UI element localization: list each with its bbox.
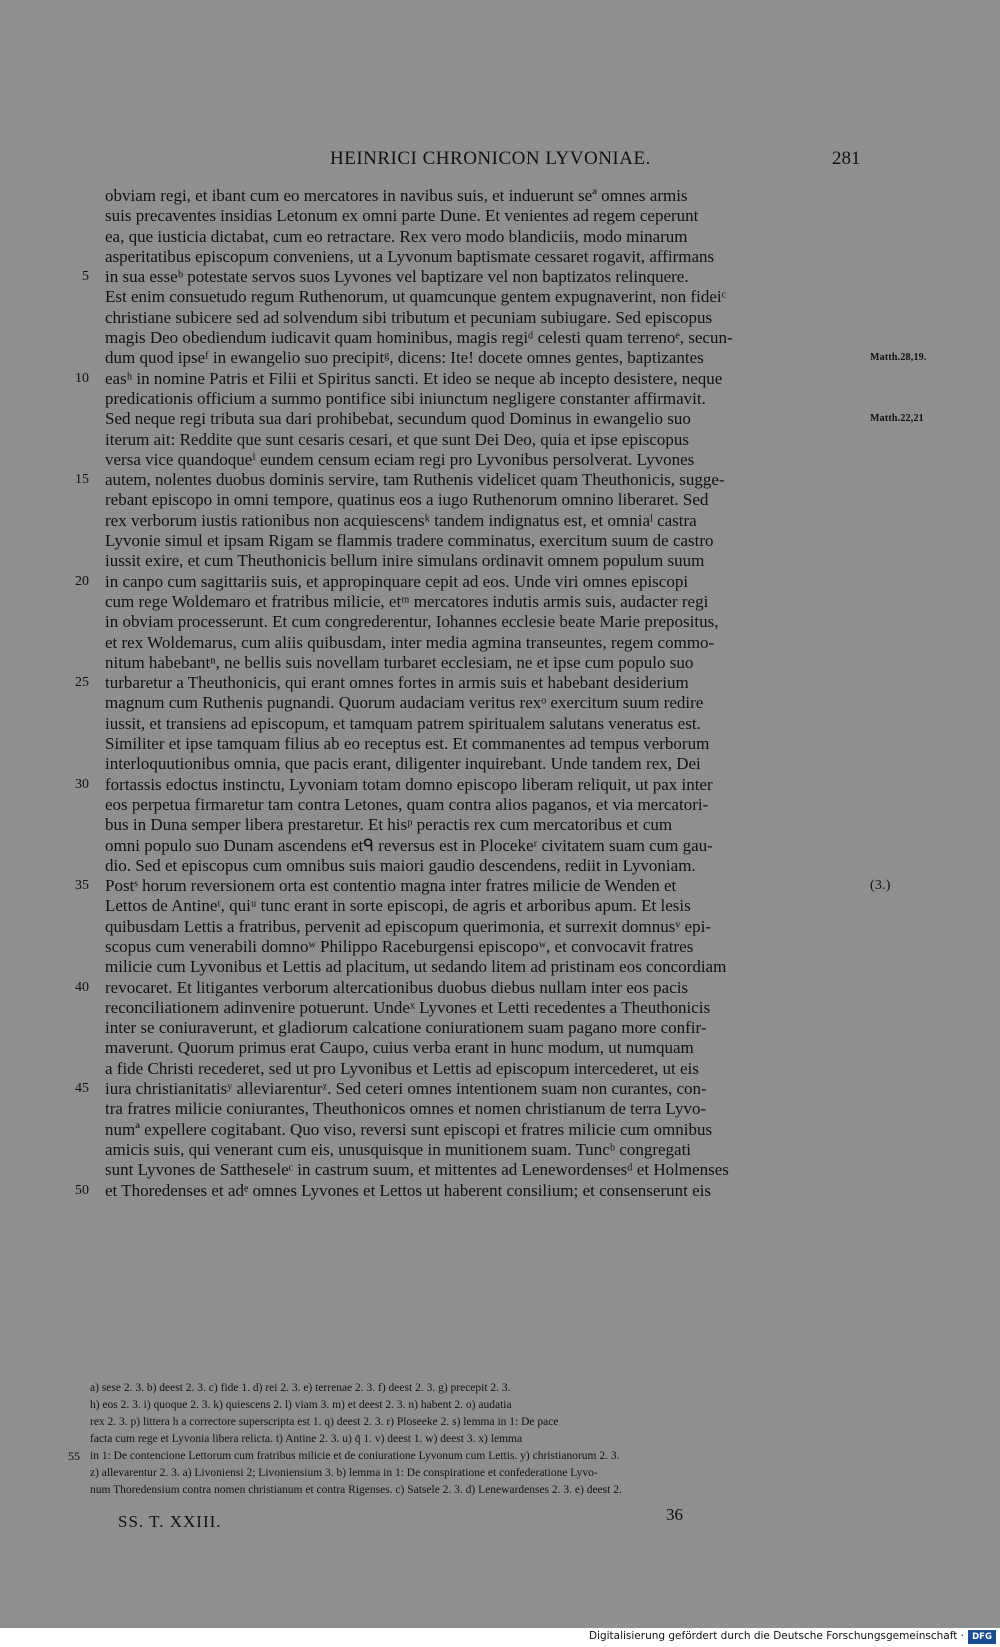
text-line (105, 490, 850, 510)
text-line (105, 531, 850, 551)
line-text: a fide Christi recederet, sed ut pro Lyvonibus et Lettis ad episcopum intercederet, ut eis (105, 1058, 699, 1078)
line-text: interloquutionibus omnia, que pacis erant, diligenter inquirebant. Unde tandem rex, Dei (105, 754, 701, 774)
line-number: 30 (75, 776, 89, 792)
line-text: scopus cum venerabili domnoʷ Philippo Raceburgensi episcopoʷ, et convocavit fratres (105, 936, 694, 956)
text-line (75, 470, 850, 490)
line-text: inter se coniuraverunt, et gladiorum calcatione coniurationem suam pagano more confir- (105, 1018, 707, 1038)
line-text: sunt Lyvones de Sattheseleᶜ in castrum suum, et mittentes ad Lenewordensesᵈ et Holmenses (105, 1160, 729, 1180)
text-line (105, 714, 850, 734)
text-line (82, 267, 850, 287)
text-line (105, 409, 924, 429)
text-line (105, 1099, 850, 1119)
digitization-footer (0, 1628, 1000, 1647)
line-text: magis Deo obediendum iudicavit quam hominibus, magis regiᵈ celesti quam terrenoᵉ, secun- (105, 328, 733, 348)
main-text-block (75, 186, 927, 1201)
text-line (105, 1059, 850, 1079)
dfg-logo: DFG (968, 1630, 996, 1644)
line-text: rebant episcopo in omni tempore, quatinus eos a iugo Ruthenorum omnino liberaret. Sed (105, 490, 709, 510)
line-text: Sed neque regi tributa sua dari prohibebat, secundum quod Dominus in ewangelio suo (105, 409, 691, 429)
footnote-text: rex 2. 3. p) littera h a correctore superscripta est 1. q) deest 2. 3. r) Ploseeke 2. s) lemma in 1: De pace (90, 1416, 559, 1428)
text-line (105, 836, 850, 856)
text-line (105, 1038, 850, 1058)
text-line (105, 592, 850, 612)
line-text: in sua esseᵇ potestate servos suos Lyvones vel baptizare vel non baptizatos relinquere. (105, 267, 689, 287)
line-text: suis precaventes insidias Letonum ex omni parte Dune. Et venientes ad regem ceperunt (105, 206, 699, 226)
text-line (105, 998, 850, 1018)
text-line (105, 430, 850, 450)
line-text: iterum ait: Reddite que sunt cesaris cesari, et que sunt Dei Deo, quia et ipse episcopus (105, 429, 689, 449)
footnote-text: facta cum rege et Lyvonia libera relicta. t) Antine 2. 3. u) q̄ 1. v) deest 1. w) deest 3. x) lemma (90, 1433, 523, 1445)
line-text: asperitatibus episcopum conveniens, ut a Lyvonum baptismate cessaret rogavit, affirmans (105, 246, 715, 266)
text-line (105, 348, 927, 368)
line-text: christiane subicere sed ad solvendum sibi tributum et pecuniam subiugare. Sed episcopus (105, 307, 713, 327)
footnote-text: h) eos 2. 3. i) quoque 2. 3. k) quiescens 2. l) viam 3. m) et deest 2. 3. n) habent 2. o) audatia (90, 1399, 512, 1411)
text-line (75, 1079, 850, 1099)
line-text: versa vice quandoqueⁱ eundem censum eciam regi pro Lyvonibus persolverat. Lyvones (105, 449, 695, 469)
footnote-line (90, 1431, 850, 1448)
text-line (105, 937, 850, 957)
line-text: obviam regi, et ibant cum eo mercatores in navibus suis, et induerunt seª omnes armis (105, 186, 688, 205)
footnote-line (90, 1482, 850, 1499)
critical-apparatus (68, 1380, 850, 1499)
running-title: HEINRICI CHRONICON LYVONIAE. (330, 148, 651, 169)
text-line (105, 1140, 850, 1160)
text-line (105, 754, 850, 774)
line-text: rex verborum iustis rationibus non acquiescensᵏ tandem indignatus est, et omniaˡ castra (105, 510, 697, 530)
line-text: cum rege Woldemaro et fratribus milicie, etᵐ mercatores indutis armis suis, audacter regi (105, 591, 709, 611)
line-text: et rex Woldemarus, cum aliis quibusdam, inter media agmina transeuntes, regem commo- (105, 632, 715, 652)
text-line (105, 247, 850, 267)
line-text: ea, que iusticia dictabat, cum eo retractare. Rex vero modo blandiciis, modo minarum (105, 226, 688, 246)
text-line (75, 1180, 850, 1201)
line-text: bus in Duna semper libera prestaretur. Et hisᵖ peractis rex cum mercatoribus et cum (105, 815, 673, 835)
text-line (105, 1120, 850, 1140)
line-text: Similiter et ipse tamquam filius ab eo receptus est. Et commanentes ad tempus verborum (105, 734, 710, 754)
line-number: 55 (68, 1449, 80, 1463)
text-line (75, 673, 850, 693)
text-line (105, 653, 850, 673)
footnote-line (90, 1380, 850, 1397)
line-text: eos perpetua firmaretur tam contra Letones, quam contra alios paganos, et via mercatori- (105, 794, 709, 814)
footnote-text: in 1: De contencione Lettorum cum fratribus milicie et de coniuratione Lyvonum cum Lettis. y) christianorum 2. 3. (90, 1450, 620, 1462)
line-text: milicie cum Lyvonibus et Lettis ad placitum, ut sedando litem ad pristinam eos concordiam (105, 957, 727, 977)
line-text: Est enim consuetudo regum Ruthenorum, ut quamcunque gentem expugnaverint, non fideiᶜ (105, 287, 726, 307)
text-line (75, 977, 850, 998)
line-text: in obviam processerunt. Et cum congrederentur, Iohannes ecclesie beate Marie prepositus, (105, 612, 719, 632)
footnote-text: z) allevarentur 2. 3. a) Livoniensi 2; Livoniensium 3. b) lemma in 1: De conspiratione et confederatione Lyvo- (90, 1467, 598, 1479)
text-line (105, 693, 850, 713)
line-number: 45 (75, 1081, 89, 1097)
line-text: autem, nolentes duobus dominis servire, tam Ruthenis videlicet quam Theuthonicis, sugge- (105, 470, 725, 490)
line-text: dio. Sed et episcopus cum omnibus suis maiori gaudio descendens, rediit in Lyvoniam. (105, 855, 696, 875)
text-line (105, 227, 850, 247)
line-number: 40 (75, 979, 89, 995)
text-line (75, 876, 891, 896)
text-line (105, 206, 850, 226)
text-line (105, 287, 850, 307)
text-line (105, 389, 850, 409)
line-number: 20 (75, 573, 89, 589)
line-text: turbaretur a Theuthonicis, qui erant omnes fortes in armis suis et habebant desiderium (105, 673, 689, 693)
line-text: iussit exire, et cum Theuthonicis bellum inire simulans ordinavit omnem populum suum (105, 551, 705, 571)
line-text: omni populo suo Dunam ascendens etᑫ reversus est in Plocekeʳ civitatem suam cum gau- (105, 835, 713, 855)
line-text: in canpo cum sagittariis suis, et appropinquare cepit ad eos. Unde viri omnes episcopi (105, 571, 689, 591)
text-line (105, 795, 850, 815)
line-text: Postˢ horum reversionem orta est contentio magna inter fratres milicie de Wenden et (105, 876, 677, 896)
line-text: iussit, et transiens ad episcopum, et tamquam patrem spiritualem salutans veneratus est. (105, 713, 701, 733)
text-line (105, 511, 850, 531)
line-number: 25 (75, 675, 89, 691)
text-line (105, 633, 850, 653)
line-text: maverunt. Quorum primus erat Caupo, cuius verba erant in hunc modum, ut numquam (105, 1038, 694, 1058)
line-number: 15 (75, 472, 89, 488)
line-text: dum quod ipseᶠ in ewangelio suo precipitᵍ, dicens: Ite! docete omnes gentes, baptizantes (105, 348, 704, 368)
line-text: revocaret. Et litigantes verborum altercationibus duobus diebus nullam inter eos pacis (105, 977, 689, 997)
text-line (105, 896, 850, 916)
text-line (75, 774, 850, 795)
footnote-text: a) sese 2. 3. b) deest 2. 3. c) fide 1. d) rei 2. 3. e) terrenae 2. 3. f) deest 2. 3. g) precepit 2. 3. (90, 1382, 511, 1394)
line-text: iura christianitatisʸ alleviarenturᶻ. Sed ceteri omnes intentionem suam non curantes, con- (105, 1079, 707, 1099)
line-text: nitum habebantⁿ, ne bellis suis novellam turbaret ecclesiam, ne et ipse cum populo suo (105, 652, 694, 672)
text-line (75, 368, 850, 389)
funding-notice: Digitalisierung gefördert durch die Deutsche Forschungsgemeinschaft · (588, 1630, 964, 1642)
margin-reference: Matth.28,19. (870, 352, 927, 364)
text-line (105, 186, 850, 206)
margin-reference: Matth.22,21 (870, 413, 924, 425)
footnote-text: num Thoredensium contra nomen christianum et contra Rigenses. c) Satsele 2. 3. d) Lenewardenses 2. 3. e) deest 2. (90, 1484, 622, 1496)
line-number: 5 (82, 269, 89, 285)
text-line (105, 450, 850, 470)
sheet-number: 36 (666, 1505, 683, 1524)
text-line (105, 815, 850, 835)
margin-reference: (3.) (870, 878, 891, 894)
line-text: tra fratres milicie coniurantes, Theuthonicos omnes et nomen christianum de terra Lyvo- (105, 1099, 707, 1119)
text-line (105, 1018, 850, 1038)
footnote-line (90, 1414, 850, 1431)
page-number: 281 (832, 148, 861, 169)
line-number: 10 (75, 370, 89, 386)
line-number: 50 (75, 1182, 89, 1198)
line-text: easʰ in nomine Patris et Filii et Spiritus sancti. Et ideo se neque ab incepto desistere, neque (105, 368, 723, 388)
footnote-line (90, 1465, 850, 1482)
text-line (105, 551, 850, 571)
text-line (75, 571, 850, 592)
line-text: et Thoredenses et adᵉ omnes Lyvones et Lettos ut haberent consilium; et consenserunt eis (105, 1180, 711, 1200)
line-text: amicis suis, qui venerant cum eis, unusquisque in munitionem suam. Tuncᵇ congregati (105, 1139, 692, 1159)
line-text: magnum cum Ruthenis pugnandi. Quorum audaciam veritus rexᵒ exercitum suum redire (105, 693, 704, 713)
text-line (105, 957, 850, 977)
text-line (105, 1160, 850, 1180)
text-line (105, 734, 850, 754)
line-text: fortassis edoctus instinctu, Lyvoniam totam domno episcopo liberam reliquit, ut pax inter (105, 774, 713, 794)
text-line (105, 612, 850, 632)
line-text: numª expellere cogitabant. Quo viso, reversi sunt episcopi et fratres milicie cum omnibus (105, 1119, 713, 1139)
line-text: Lettos de Antineᵗ, quiᵘ tunc erant in sorte episcopi, de agris et arboribus apum. Et lesis (105, 896, 691, 916)
line-text: reconciliationem adinvenire potuerunt. Undeˣ Lyvones et Letti recedentes a Theuthonicis (105, 997, 711, 1017)
text-line (105, 328, 850, 348)
line-number: 35 (75, 878, 89, 894)
line-text: predicationis officium a summo pontifice sibi iniunctum negligere constanter affirmavit. (105, 388, 706, 408)
text-line (105, 917, 850, 937)
page-header (0, 148, 1000, 178)
footnote-line (68, 1448, 850, 1465)
sheet-signature: SS. T. XXIII. (118, 1512, 222, 1531)
text-line (105, 308, 850, 328)
line-text: Lyvonie simul et ipsam Rigam se flammis tradere comminatus, exercitum suum de castro (105, 531, 714, 551)
text-line (105, 856, 850, 876)
footnote-line (90, 1397, 850, 1414)
line-text: quibusdam Lettis a fratribus, pervenit ad episcopum querimonia, et surrexit domnusᵛ epi- (105, 916, 711, 936)
